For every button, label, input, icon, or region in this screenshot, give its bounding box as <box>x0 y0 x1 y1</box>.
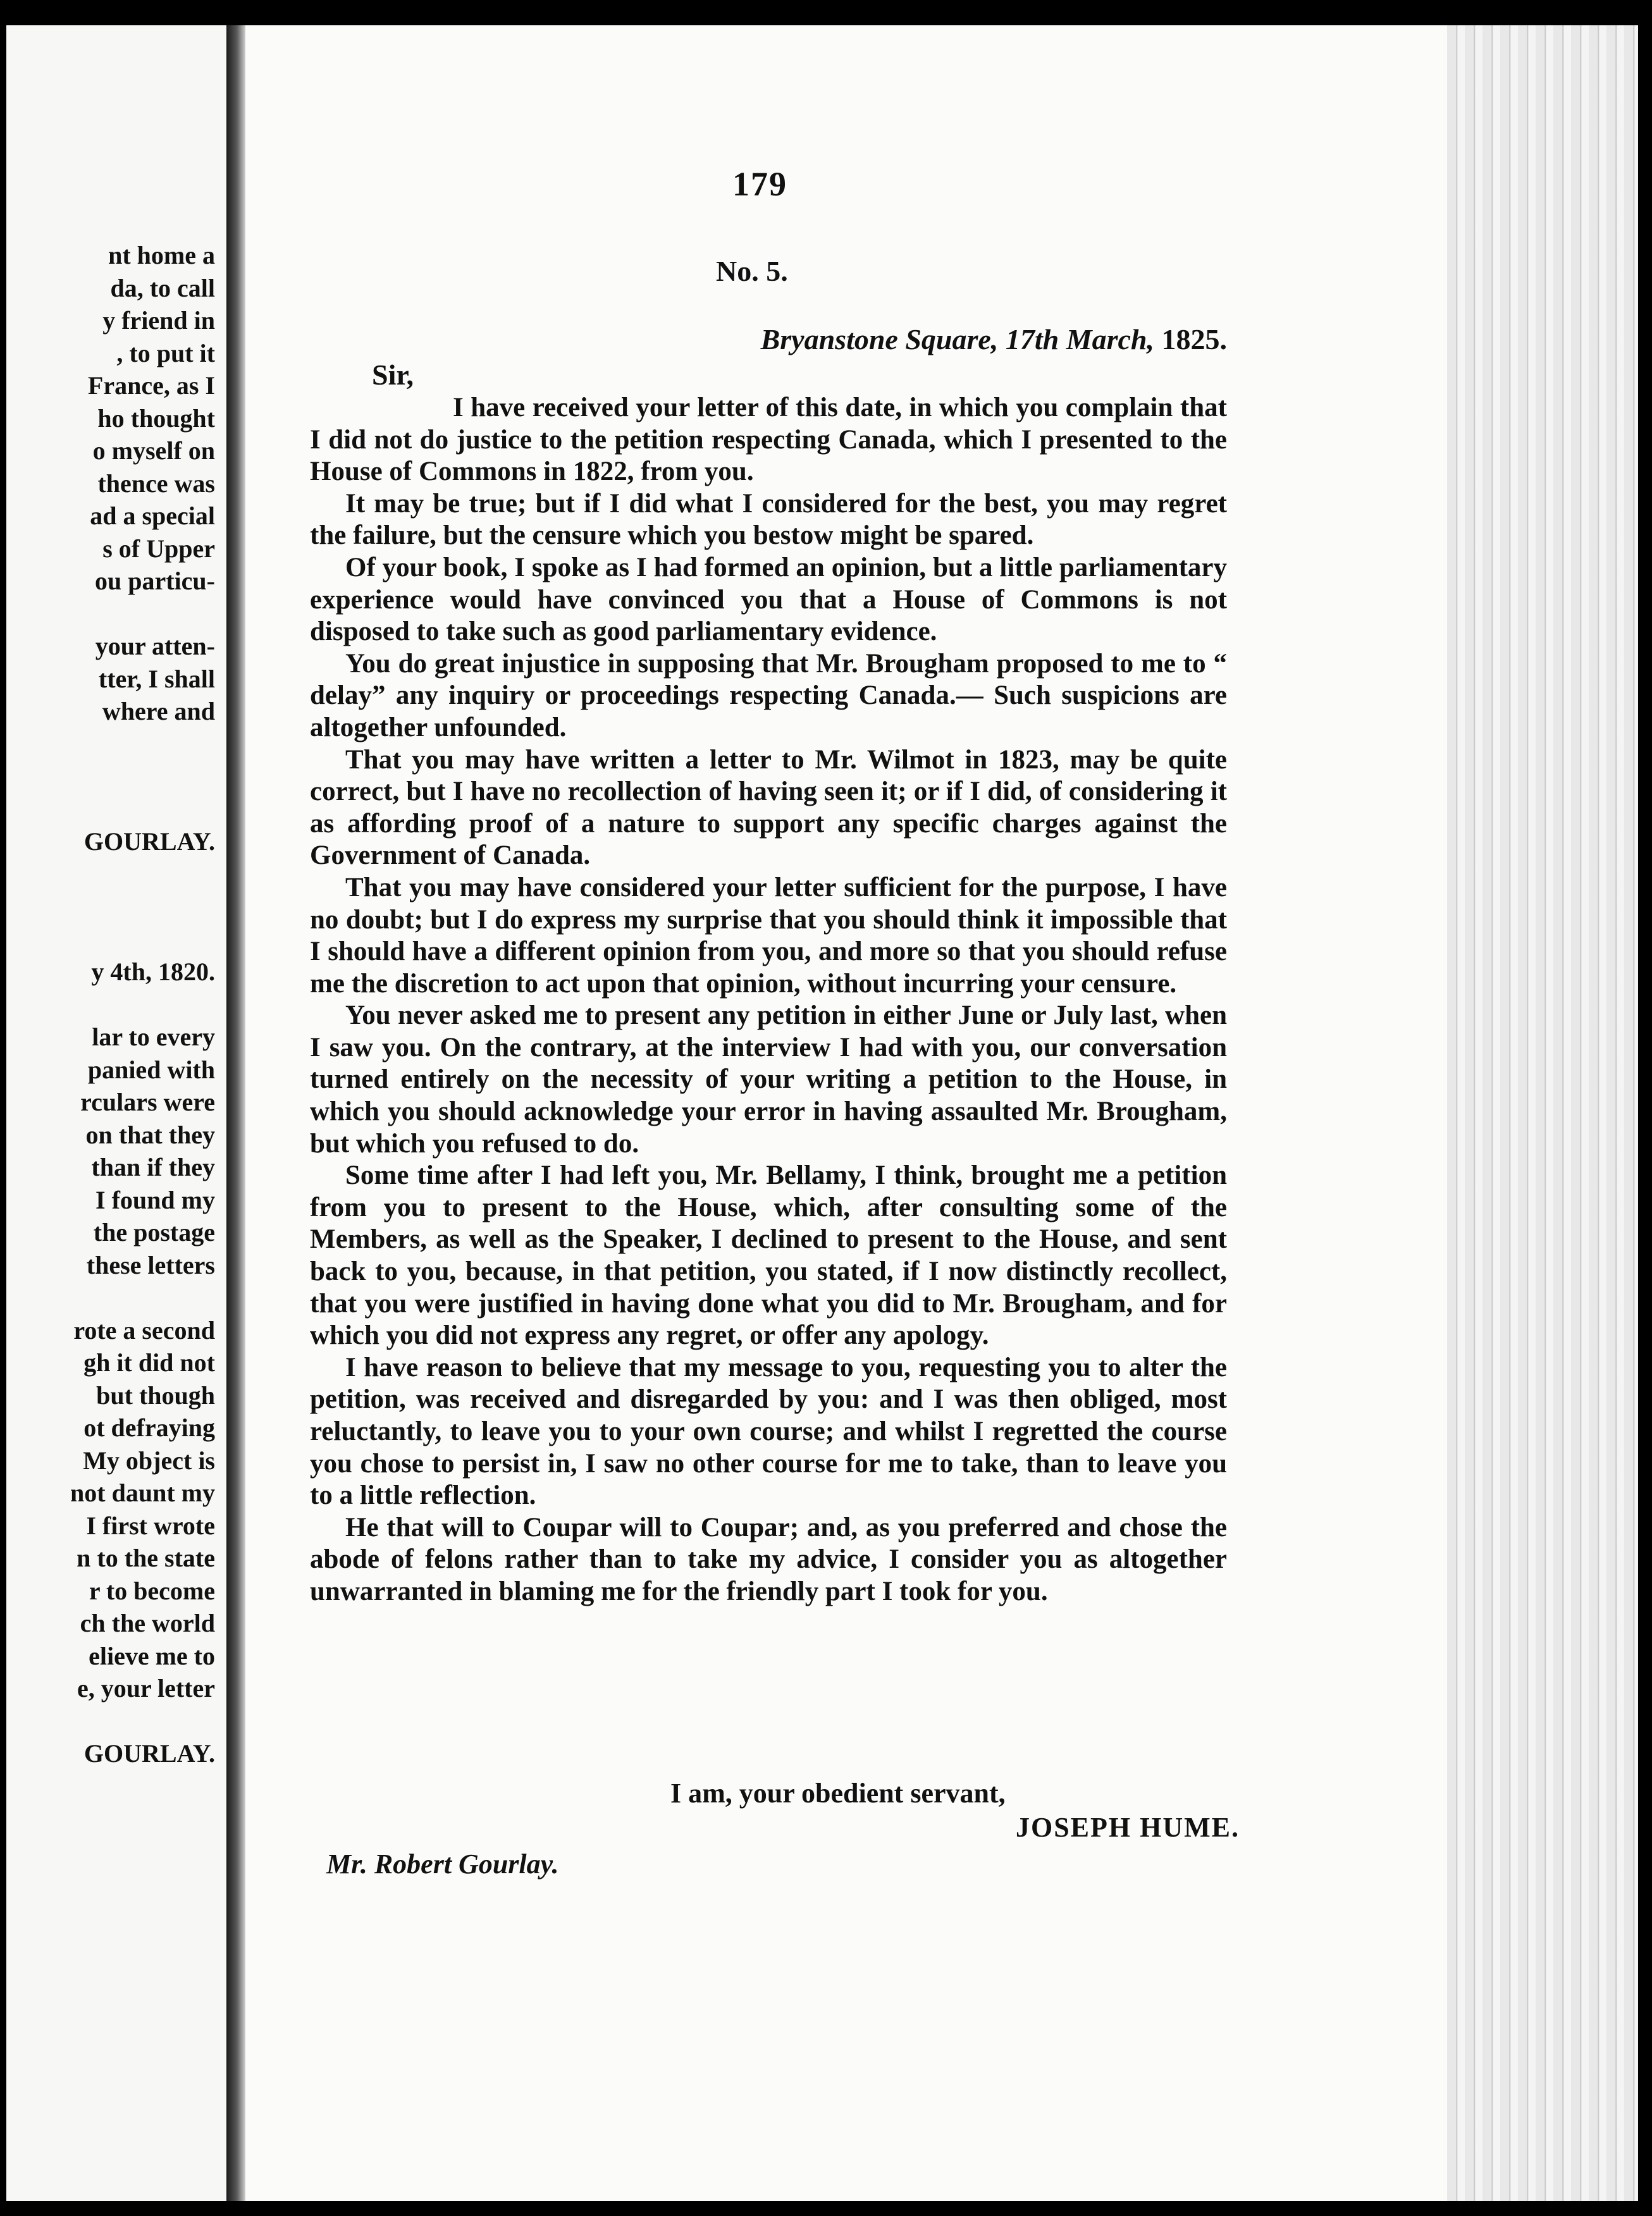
left-page-line: I found my <box>96 1185 215 1214</box>
left-page-line: than if they <box>91 1153 215 1181</box>
paragraph: Of your book, I spoke as I had formed an opinion, but a little parliamentary experience would have convinced you that a House of Commons is not disposed to take such as good parliamentary evidence. <box>310 552 1227 647</box>
left-page-line: ho thought <box>97 403 215 433</box>
left-page-line: thence was <box>97 469 215 498</box>
left-page-line: ou particu- <box>95 567 215 595</box>
paragraph: You do great injustice in supposing that Mr. Brougham proposed to me to “ delay” any inquiry or proceedings respecting Canada.— Such suspicions are altogether unfounded. <box>310 648 1227 742</box>
left-page-line: your atten- <box>95 632 215 660</box>
left-page-line: I first wrote <box>86 1511 215 1540</box>
dateline-date: 17th March, <box>1005 323 1154 355</box>
left-page-line: My object is <box>83 1446 215 1475</box>
left-page-line: gh it did not <box>83 1348 215 1377</box>
left-page-line: da, to call <box>110 273 215 302</box>
paragraph: I have reason to believe that my message to you, requesting you to alter the petition, was received and disregarded by you: and I was then obliged, most reluctantly, to leave you to your own course; and whilst I regretted the course you chose to persist in, I saw no other course for me to take, than to leave you to a little reflection. <box>310 1352 1227 1511</box>
salutation: Sir, <box>372 359 414 391</box>
paragraph: He that will to Coupar will to Coupar; and, as you preferred and chose the abode of felons rather than to take my advice, I consider you as altogether unwarranted in blaming me for the friendly part I took for you. <box>310 1512 1227 1606</box>
left-page-line: rculars were <box>80 1088 215 1116</box>
left-page-line: but though <box>96 1381 215 1410</box>
left-page-line: ad a special <box>90 502 215 530</box>
left-page-line: ch the world <box>80 1609 215 1637</box>
paragraph: That you may have considered your letter sufficient for the purpose, I have no doubt; but I do express my surprise that you should think it impossible that I should have a different opinion from you, and more so that you should refuse me the discretion to act upon that opinion, without incurring your censure. <box>310 872 1227 999</box>
left-page-line: n to the state <box>77 1544 215 1572</box>
left-page-line: , to put it <box>116 338 215 367</box>
left-page-line: y friend in <box>102 306 215 335</box>
left-page-line: the postage <box>93 1218 215 1246</box>
left-page-line: these letters <box>86 1250 215 1279</box>
left-page-line: s of Upper <box>102 534 215 563</box>
paragraph: I have received your letter of this date, in which you complain that I did not do justice to the petition respecting Canada, which I presented to the House of Commons in 1822, from you. <box>310 393 1227 487</box>
left-page-line: lar to every <box>92 1023 215 1051</box>
letter-number: No. 5. <box>716 255 788 287</box>
left-page-line: y 4th, 1820. <box>91 957 215 986</box>
paragraph: That you may have written a letter to Mr. Wilmot in 1823, may be quite correct, but I have no recollection of having seen it; or if I did, of considering it as affording proof of a nature to support any specific charges against the Government of Canada. <box>310 744 1227 871</box>
addressee: Mr. Robert Gourlay. <box>326 1849 559 1880</box>
left-page-line: e, your letter <box>77 1674 215 1702</box>
page-number: 179 <box>732 165 787 203</box>
dateline-year: 1825. <box>1161 323 1227 355</box>
left-page-line: panied with <box>87 1055 215 1084</box>
dateline-place: Bryanstone Square, <box>760 323 999 355</box>
left-page-line: nt home a <box>108 241 215 269</box>
left-page-line: ot defraying <box>83 1413 215 1442</box>
left-page-line: tter, I shall <box>98 664 215 693</box>
paragraph: Some time after I had left you, Mr. Bellamy, I think, brought me a petition from you to present to the House, which, after consulting some of the Members, as well as the Speaker, I declined to present to the House, and sent back to you, because, in that petition, you stated, if I now distinctly recollect, that you were justified in having done what you did to Mr. Brougham, and for which you did not express any regret, or offer any apology. <box>310 1160 1227 1351</box>
left-page-line: elieve me to <box>89 1641 215 1670</box>
left-page-line: not daunt my <box>70 1479 215 1507</box>
paragraph: You never asked me to present any petition in either June or July last, when I saw you. On the contrary, at the interview I had with you, our conversation turned entirely on the necessity of your writing a petition to the House, in which you should acknowledge your error in having assaulted Mr. Brougham, but which you refused to do. <box>310 1000 1227 1159</box>
left-page-line: on that they <box>85 1120 215 1149</box>
left-page-line: o myself on <box>92 436 215 465</box>
left-page-line: GOURLAY. <box>83 1739 215 1768</box>
left-page-line: France, as I <box>87 371 215 400</box>
paragraph: It may be true; but if I did what I considered for the best, you may regret the failure, but the censure which you bestow might be spared. <box>310 488 1227 551</box>
closing: I am, your obedient servant, <box>670 1778 1006 1809</box>
left-page-line: rote a second <box>73 1315 215 1345</box>
left-page-line: where and <box>102 697 215 725</box>
left-page-line: GOURLAY. <box>83 827 215 856</box>
signature: JOSEPH HUME. <box>1015 1812 1240 1843</box>
left-page-line: r to become <box>89 1576 215 1605</box>
